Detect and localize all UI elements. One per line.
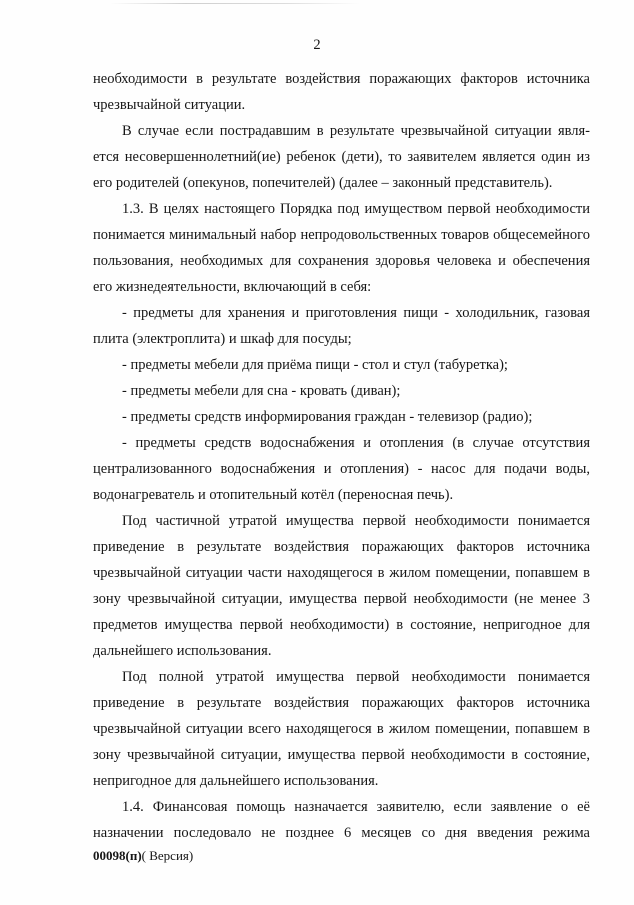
footer-document-code: 00098(п) — [93, 848, 142, 863]
list-item-information-means: - предметы средств информирования граждан - телевизор (радио); — [122, 409, 533, 425]
paragraph-full-loss: Под полной утратой имущества первой необходимости понимается приведение в результате воздействия поражающих факторов источника чрезвычайной ситуации всего находящегося в жилом помещении, попавшем в зону чрезвычайной ситуации, имущества первой необходимости в состояние, непригодное для дальнейшего использования. — [93, 669, 590, 789]
document-body — [93, 66, 590, 846]
paragraph-section-1-3: 1.3. В целях настоящего Порядка под имуществом первой необходимости понимается минимальный набор непродовольственных товаров общесемейного пользования, необходимых для сохранения здоровья человека и обеспечения его жизнедеятельности, включающий в себя: — [93, 201, 590, 295]
paragraph-continuation: необходимости в результате воздействия поражающих факторов источника чрезвычайной ситуации. — [93, 71, 590, 113]
paragraph-section-1-4: 1.4. Финансовая помощь назначается заявителю, если заявление о её назначении последовало не позднее 6 месяцев со дня введения режима — [93, 799, 590, 841]
document-footer — [93, 848, 193, 864]
page-number: 2 — [313, 37, 321, 53]
list-item-dining-furniture: - предметы мебели для приёма пищи - стол и стул (табуретка); — [122, 357, 508, 373]
paragraph-partial-loss: Под частичной утратой имущества первой необходимости понимается приведение в результате воздействия поражающих факторов источника чрезвычайной ситуации части находящегося в жилом помещении, попавшем в зону чрезвычайной ситуации, имущества первой необходимости (не менее 3 предметов имущества первой необходимости) в состояние, непригодное для дальнейшего использования. — [93, 513, 590, 659]
list-item-water-heating: - предметы средств водоснабжения и отопления (в случае отсутствия централизованного водоснабжения и отопления) - насос для подачи воды, водонагреватель и отопительный котёл (переносная печь). — [93, 435, 590, 503]
footer-version: ( Версия) — [141, 848, 194, 863]
list-item-food-storage: - предметы для хранения и приготовления пищи - холодильник, газовая плита (электроплита) и шкаф для посуды; — [93, 305, 590, 347]
list-item-sleeping-furniture: - предметы мебели для сна - кровать (диван); — [122, 383, 401, 399]
scan-artifact-line — [110, 3, 360, 4]
paragraph-legal-representative: В случае если пострадавшим в результате чрезвычайной ситуации явля-ется несовершеннолетний(ие) ребенок (дети), то заявителем является один из его родителей (опекунов, попечителей) (далее – законный представитель). — [93, 123, 590, 191]
